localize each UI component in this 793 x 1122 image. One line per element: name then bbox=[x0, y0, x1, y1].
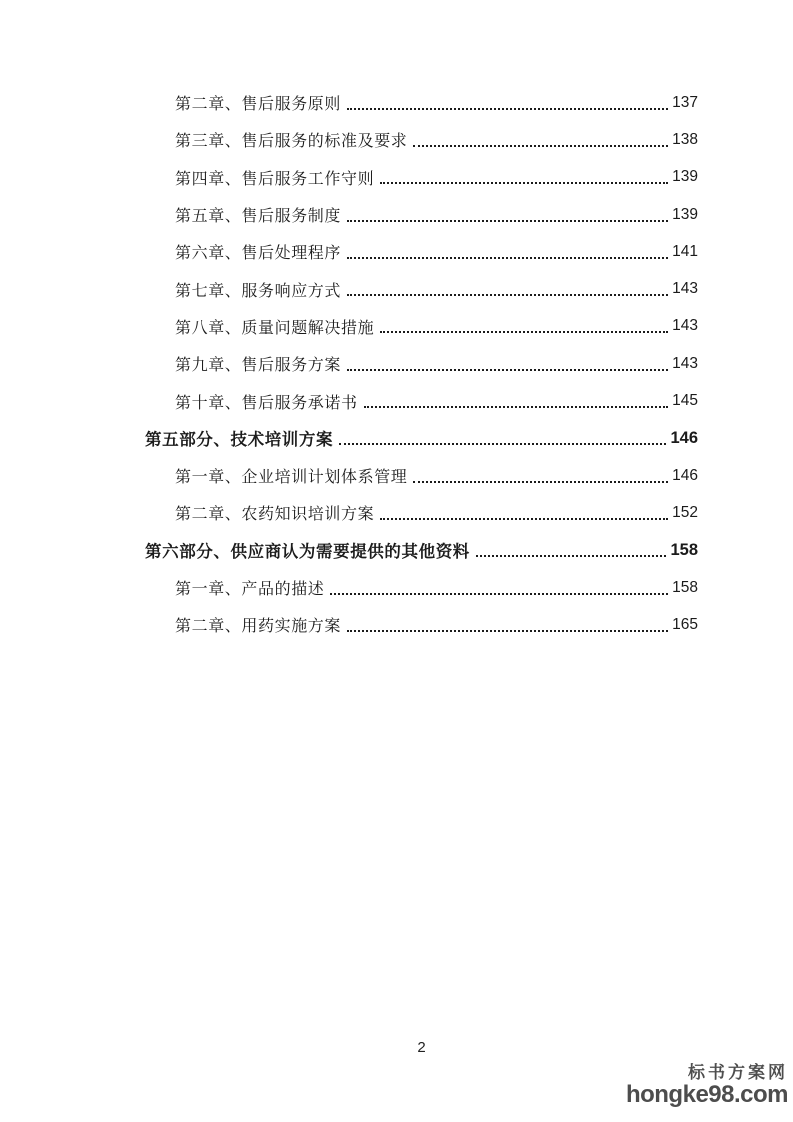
dot-leader bbox=[347, 108, 668, 110]
dot-leader bbox=[347, 257, 668, 259]
dot-leader bbox=[347, 630, 668, 632]
dot-leader bbox=[364, 406, 669, 408]
toc-entry[interactable] bbox=[145, 308, 698, 345]
dot-leader bbox=[347, 294, 668, 296]
toc-entry-label: 第二章、农药知识培训方案 bbox=[175, 506, 375, 524]
toc-entry-label: 第五章、售后服务制度 bbox=[175, 208, 342, 226]
watermark-site-name: 标书方案网 bbox=[688, 1063, 788, 1082]
toc-entry-label: 第二章、售后服务原则 bbox=[175, 96, 342, 114]
toc-entry[interactable] bbox=[145, 382, 698, 419]
dot-leader bbox=[347, 369, 668, 371]
toc-entry-label: 第一章、产品的描述 bbox=[175, 581, 325, 598]
toc-entry-page: 143 bbox=[672, 354, 698, 372]
toc-entry-label: 第十章、售后服务承诺书 bbox=[175, 394, 358, 412]
watermark bbox=[626, 1064, 788, 1107]
table-of-contents bbox=[145, 84, 698, 643]
dot-leader bbox=[413, 145, 668, 147]
dot-leader bbox=[380, 331, 668, 333]
toc-entry-label: 第九章、售后服务方案 bbox=[175, 357, 342, 375]
toc-entry-page: 145 bbox=[672, 392, 698, 410]
toc-entry-label: 第四章、售后服务工作守则 bbox=[175, 170, 375, 188]
toc-entry-label: 第七章、服务响应方式 bbox=[175, 282, 342, 300]
toc-entry-page: 146 bbox=[670, 428, 698, 447]
toc-entry[interactable] bbox=[145, 233, 698, 270]
toc-entry[interactable] bbox=[145, 457, 698, 494]
toc-entry-page: 141 bbox=[672, 242, 698, 260]
toc-entry-label: 第八章、质量问题解决措施 bbox=[175, 319, 375, 337]
toc-entry[interactable] bbox=[145, 569, 698, 606]
dot-leader bbox=[330, 593, 668, 595]
dot-leader bbox=[339, 443, 666, 445]
toc-entry-label: 第三章、售后服务的标准及要求 bbox=[175, 133, 408, 151]
dot-leader bbox=[347, 220, 668, 222]
page-number: 2 bbox=[417, 1039, 426, 1056]
toc-entry-page: 139 bbox=[672, 205, 698, 223]
watermark-site-url: hongke98.com bbox=[625, 1080, 788, 1108]
toc-part-entry[interactable] bbox=[145, 420, 698, 457]
toc-entry-page: 143 bbox=[672, 280, 698, 298]
toc-entry-page: 158 bbox=[670, 540, 698, 559]
toc-entry-page: 139 bbox=[672, 168, 698, 186]
toc-entry-page: 146 bbox=[672, 466, 698, 484]
toc-part-entry[interactable] bbox=[145, 532, 698, 569]
toc-entry-page: 143 bbox=[672, 317, 698, 335]
toc-entry-page: 165 bbox=[672, 615, 698, 633]
toc-entry-label: 第六章、售后处理程序 bbox=[175, 245, 342, 263]
toc-entry-page: 138 bbox=[672, 130, 698, 148]
toc-entry[interactable] bbox=[145, 196, 698, 233]
toc-entry-label: 第二章、用药实施方案 bbox=[175, 618, 342, 636]
toc-entry-label: 第一章、企业培训计划体系管理 bbox=[175, 469, 408, 487]
toc-entry[interactable] bbox=[145, 606, 698, 643]
toc-entry[interactable] bbox=[145, 84, 698, 121]
toc-entry[interactable] bbox=[145, 159, 698, 196]
toc-entry-label: 第六部分、供应商认为需要提供的其他资料 bbox=[145, 543, 470, 562]
toc-entry[interactable] bbox=[145, 345, 698, 382]
toc-entry[interactable] bbox=[145, 121, 698, 158]
toc-entry[interactable] bbox=[145, 270, 698, 307]
dot-leader bbox=[476, 555, 667, 557]
dot-leader bbox=[413, 481, 668, 483]
dot-leader bbox=[380, 182, 668, 184]
toc-entry-page: 158 bbox=[672, 578, 698, 596]
toc-entry[interactable] bbox=[145, 494, 698, 531]
toc-entry-label: 第五部分、技术培训方案 bbox=[145, 431, 334, 450]
toc-entry-page: 137 bbox=[672, 93, 698, 111]
toc-entry-page: 152 bbox=[672, 503, 698, 521]
dot-leader bbox=[380, 518, 668, 520]
